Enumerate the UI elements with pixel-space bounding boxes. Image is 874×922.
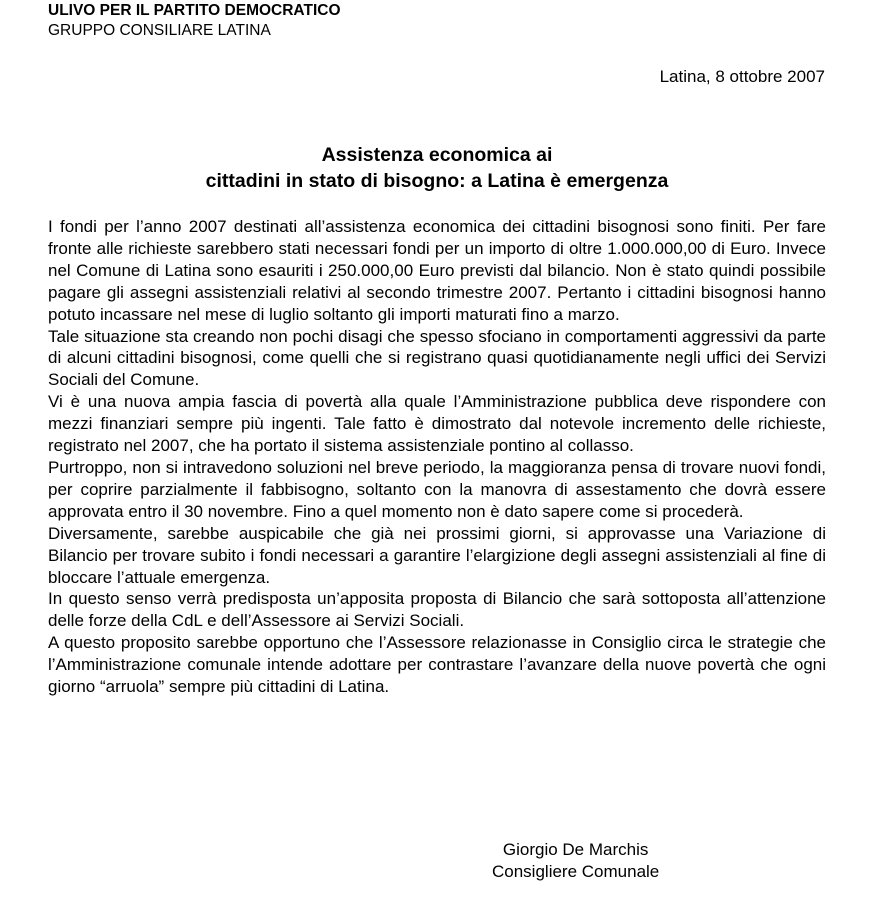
paragraph: A questo proposito sarebbe opportuno che l’Assessore relazionasse in Consiglio circa le strategie che l’Amministrazione comunale intende adottare per contrastare l’avanzare della nuove povertà che ogni giorno “arruola” sempre più cittadini di Latina. — [48, 633, 826, 697]
paragraph: Vi è una nuova ampia fascia di povertà alla quale l’Amministrazione pubblica deve rispondere con mezzi finanziari sempre più ingenti. Tale fatto è dimostrato dal notevole incremento delle richieste, registrato nel 2007, che ha portato il sistema assistenziale pontino al collasso. — [48, 392, 826, 456]
title-line-1: Assistenza economica ai — [321, 144, 553, 166]
organization-name: ULIVO PER IL PARTITO DEMOCRATICO — [48, 2, 341, 19]
body-text — [48, 216, 826, 698]
document-title — [0, 142, 874, 194]
signer-role: Consigliere Comunale — [492, 862, 660, 881]
paragraph: Tale situazione sta creando non pochi disagi che spesso sfociano in comportamenti aggressivi da parte di alcuni cittadini bisognosi, come quelli che si registrano quasi quotidianamente negli uffici dei Servizi Sociali del Comune. — [48, 326, 826, 390]
place-date: Latina, 8 ottobre 2007 — [659, 67, 825, 86]
title-line-2: cittadini in stato di bisogno: a Latina è emergenza — [205, 170, 669, 192]
paragraph: I fondi per l’anno 2007 destinati all’assistenza economica dei cittadini bisognosi sono finiti. Per fare fronte alle richieste sarebbero stati necessari fondi per un importo di oltre 1.000.000,00 di Euro. Invece nel Comune di Latina sono esauriti i 250.000,00 Euro previsti dal bilancio. Non è stato quindi possibile pagare gli assegni assistenziali relativi al secondo trimestre 2007. Pertanto i cittadini bisognosi hanno potuto incassare nel mese di luglio soltanto gli importi maturati fino a marzo. — [48, 217, 826, 324]
letterhead — [48, 1, 341, 41]
signature-block — [492, 839, 659, 883]
paragraph: Diversamente, sarebbe auspicabile che già nei prossimi giorni, si approvasse una Variazione di Bilancio per trovare subito i fondi necessari a garantire l’elargizione degli assegni assistenziali al fine di bloccare l’attuale emergenza. — [48, 523, 826, 587]
council-group-name: GRUPPO CONSILIARE LATINA — [48, 22, 271, 39]
paragraph: Purtroppo, non si intravedono soluzioni nel breve periodo, la maggioranza pensa di trovare nuovi fondi, per coprire parzialmente il fabbisogno, soltanto con la manovra di assestamento che dovrà essere approvata entro il 30 novembre. Fino a quel momento non è dato sapere come si procederà. — [48, 457, 826, 521]
signer-name: Giorgio De Marchis — [502, 840, 649, 859]
paragraph: In questo senso verrà predisposta un’apposita proposta di Bilancio che sarà sottoposta all’attenzione delle forze della CdL e dell’Assessore ai Servizi Sociali. — [48, 589, 826, 631]
